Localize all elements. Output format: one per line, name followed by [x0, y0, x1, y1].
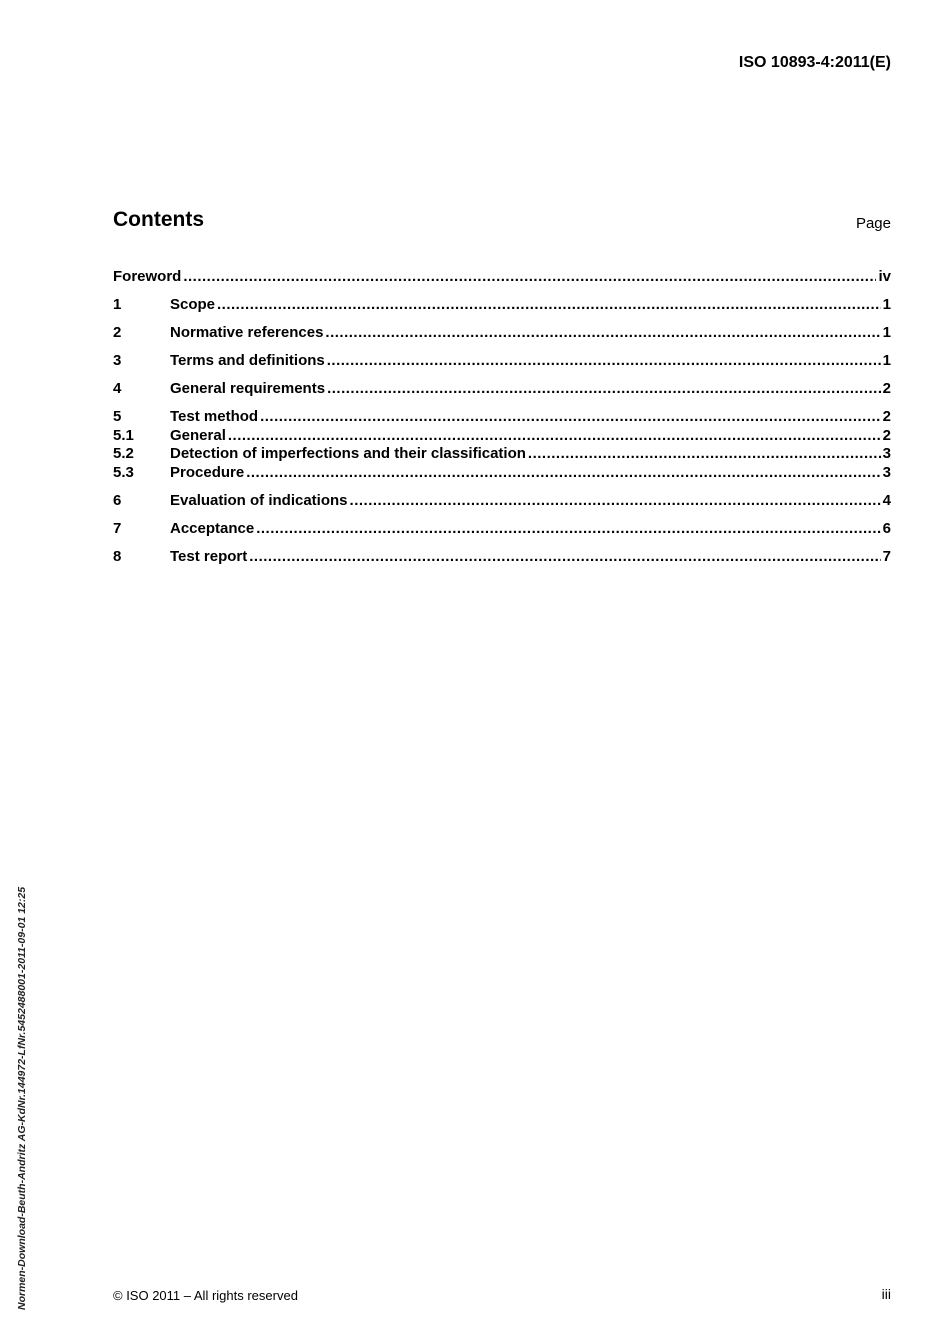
toc-entry-page: 2	[882, 408, 891, 425]
footer-page-number: iii	[881, 1286, 891, 1302]
toc-leader-dots	[327, 380, 881, 399]
toc-entry-title: Procedure	[170, 463, 245, 481]
toc-entry-title: Test method	[170, 408, 259, 425]
toc-entry-page: 2	[882, 426, 891, 444]
toc-entry-number: 2	[113, 324, 122, 341]
toc-entry-page: 1	[882, 324, 891, 341]
toc-entry-number: 6	[113, 491, 122, 509]
toc-entry-title: Acceptance	[170, 519, 255, 537]
toc-entry-evaluation-of-indications[interactable]	[113, 492, 891, 511]
toc-entry-page: iv	[878, 268, 891, 285]
toc-entry-general[interactable]	[113, 427, 891, 446]
toc-leader-dots	[260, 408, 881, 427]
toc-entry-procedure[interactable]	[113, 464, 891, 483]
toc-entry-number: 1	[113, 296, 122, 313]
toc-leader-dots	[325, 324, 880, 343]
page-column-label: Page	[855, 215, 891, 232]
toc-leader-dots	[350, 492, 881, 511]
toc-entry-page: 1	[882, 352, 891, 369]
toc-entry-title: Test report	[170, 547, 248, 565]
document-id: ISO 10893-4:2011(E)	[738, 54, 891, 71]
toc-entry-page: 1	[882, 296, 891, 313]
toc-entry-page: 6	[882, 519, 891, 537]
toc-entry-title: Foreword	[113, 268, 182, 285]
toc-entry-terms-and-definitions[interactable]	[113, 352, 891, 371]
toc-entry-number: 5.2	[113, 445, 134, 462]
toc-entry-page: 2	[882, 380, 891, 397]
toc-entry-page: 3	[882, 445, 891, 462]
contents-heading: Contents	[113, 208, 204, 231]
toc-leader-dots	[528, 445, 881, 464]
toc-entry-page: 7	[882, 547, 891, 565]
toc-entry-foreword[interactable]	[113, 268, 891, 287]
toc-entry-number: 4	[113, 380, 122, 397]
toc-leader-dots	[217, 296, 881, 315]
toc-leader-dots	[228, 427, 881, 446]
toc-leader-dots	[183, 268, 876, 287]
toc-entry-number: 5.1	[113, 426, 134, 444]
toc-leader-dots	[327, 352, 881, 371]
toc-entry-title: Detection of imperfections and their classification	[170, 445, 526, 462]
toc-entry-page: 4	[882, 491, 891, 509]
table-of-contents	[113, 268, 891, 566]
toc-entry-number: 5.3	[113, 463, 134, 481]
toc-entry-title: General requirements	[170, 380, 326, 397]
toc-entry-title: General	[170, 426, 226, 444]
toc-entry-number: 8	[113, 547, 122, 565]
toc-entry-number: 7	[113, 519, 122, 537]
toc-entry-title: Normative references	[170, 324, 324, 341]
toc-entry-scope[interactable]	[113, 296, 891, 315]
side-watermark: Normen-Download-Beuth-Andritz AG-KdNr.144972-LfNr.5452488001-2011-09-01 12:25	[16, 886, 28, 1310]
toc-entry-general-requirements[interactable]	[113, 380, 891, 399]
toc-entry-number: 3	[113, 352, 122, 369]
toc-entry-title: Evaluation of indications	[170, 491, 348, 509]
footer-copyright: © ISO 2011 – All rights reserved	[113, 1288, 298, 1303]
toc-leader-dots	[249, 548, 880, 567]
toc-entry-acceptance[interactable]	[113, 520, 891, 539]
toc-entry-test-report[interactable]	[113, 548, 891, 567]
toc-entry-page: 3	[882, 463, 891, 481]
toc-leader-dots	[246, 464, 880, 483]
toc-entry-normative-references[interactable]	[113, 324, 891, 343]
toc-entry-test-method[interactable]	[113, 408, 891, 427]
toc-entry-detection-of-imperfections[interactable]	[113, 445, 891, 464]
toc-leader-dots	[256, 520, 880, 539]
toc-entry-title: Terms and definitions	[170, 352, 325, 369]
toc-entry-number: 5	[113, 408, 122, 425]
toc-entry-title: Scope	[170, 296, 216, 313]
